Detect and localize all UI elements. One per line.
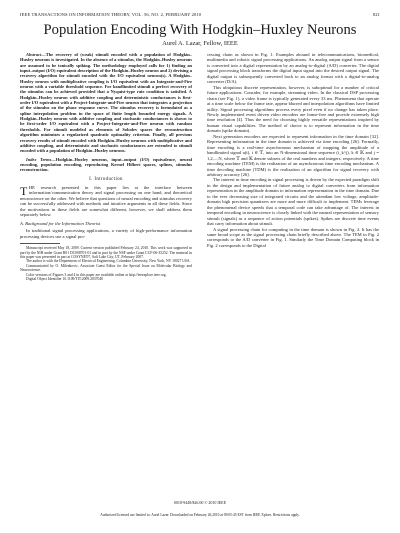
index-terms <box>20 157 192 173</box>
abstract <box>20 52 192 154</box>
section-heading-introduction: I. Introduction <box>89 176 123 182</box>
footnote-divider <box>20 243 60 244</box>
body-paragraph-1: cessing chain as shown in Fig. 1. Examples abound in telecommunications, biomedical, multimedia and robotic signal processing applications. An analog output signal from a sensor is converted into a digital representation by an analog-to-digital (A/D) converter. The digital signal processing block transforms the digital input signal into the desired output signal. The digital output is subsequently converted back to an analog format with a digital-to-analog converter (D/A). <box>207 52 379 85</box>
footnote-manuscript: Manuscript received May 18, 2009. Current version published February 24, 2010. This work was supported in part by the NIH under Grant R01 DC008701-01 and in part by the NSF under Grant CCF-06-35252. The material in this paper was presented in part at COSYNE'07, Salt Lake City, UT, February 2007. <box>20 246 192 259</box>
issn-copyright: 0018-9448/$26.00 © 2010 IEEE <box>173 500 227 505</box>
body-paragraph-3: Next generation encoders are expected to represent information in the time domain [32]. Representing information in the time domain is achieved via time encoding [26]. Formally, time encoding is a real-time asynchronous mechanism of mapping the amplitude of a bandlimited signal u(t), t ∈ 𝕋, into an N-dimensional time sequence (t_k^j), k ∈ 𝕂 and j = 1,2,...,N, where 𝕋 and 𝕂 denote subsets of the real numbers and integers, respectively. A time encoding machine (TEM) is the realization of an asynchronous time encoding mechanism. A time decoding machine (TDM) is the realization of an algorithm for signal recovery with arbitrary accuracy [26]. <box>207 133 379 177</box>
page-number: 821 <box>372 12 380 17</box>
right-column <box>207 52 379 248</box>
intro-paragraph <box>20 185 192 218</box>
footnote-doi: Digital Object Identifier 10.1109/TIT.2009.2037040 <box>26 277 104 282</box>
left-column <box>20 52 192 282</box>
footnote-affiliation: The author is with the Department of Electrical Engineering, Columbia University, New York, NY 10027 USA. <box>26 259 191 264</box>
body-paragraph-2: This ubiquitous discrete representation, however, is suboptimal for a number of critical future applications. Consider, for example, streaming video. In the classical DSP processing chain (see Fig. 1), a video frame is typically generated every 33 ms. Phenomena that operate at a time scale below the frame rate, appear blurred and interpolation algorithms have limited utility. Signal processing algorithms process every pixel even if no change has taken place. Newly implemented event driven video encoders are frame-free and provide extremely high time resolution [4]. Thus the need for choosing highly versatile representations inspired by human visual capabilities. The method of choice is to represent information in the time domain (spike domain). <box>207 84 379 134</box>
download-notice: Authorized licensed use limited to: Aurel Lazar. Downloaded on February 26,2010 at 09:05:45 EST from IEEE Xplore. Restrictions apply. <box>100 513 300 517</box>
body-paragraph-5: A signal processing chain for computing in the time domain is shown in Fig. 2. It has the same broad scope as the signal processing chain briefly described above. The TEM in Fig. 2 corresponds to the A/D converter in Fig. 1. Similarly the Time Domain Computing block in Fig. 2 corresponds to the Digital <box>207 226 379 248</box>
footnotes <box>20 246 192 282</box>
background-paragraph: In traditional signal processing applications, a variety of high-performance information processing devices use a signal pro- <box>20 228 192 239</box>
index-terms-text: Hodgkin–Huxley neurons, input–output (I/O) equivalence, neural encoding, population encoding, reproducing Kernel Hilbert spaces, splines, stimulus reconstruction. <box>20 156 192 173</box>
journal-name: IEEE TRANSACTIONS ON INFORMATION THEORY, VOL. 56, NO. 2, FEBRUARY 2010 <box>20 12 202 17</box>
body-paragraph-4: The interest in time encoding in signal processing is driven by the expected paradigm shift in the design and implementation of future analog to digital converters from information representation in the amplitude domain to information representation in the time domain. Due to the ever decreasing size of integrated circuits and the attendant low voltage, amplitude-domain high precision quantizers are more and more difficult to implement. TEMs leverage the phenomenal device speeds that a temporal code can take advantage of. The interest in temporal encoding in neuroscience is closely linked with the natural representation of sensory stimuli (signals) as a sequence of action potentials (spikes). Spikes are discrete time events that carry information about stimuli. <box>207 177 379 227</box>
index-terms-label: Index Terms— <box>26 156 56 162</box>
author-line: Aurel A. Lazar, Fellow, IEEE <box>162 40 238 47</box>
paper-title: Population Encoding With Hodgkin–Huxley Neurons <box>43 22 357 38</box>
abstract-label: Abstract— <box>26 52 46 57</box>
drop-cap: T <box>20 183 28 198</box>
running-head <box>20 12 380 20</box>
footnote-color-versions: Color versions of Figures 3 and 4 in this paper are available online at http://ieeexplore.ieee.org. <box>26 272 167 277</box>
footnote-communicated: Communicated by O. Milenkovic, Associate Guest Editor for the Special Issue on Molecular Biology and Neuroscience. <box>20 263 192 273</box>
intro-text: HE research presented in this paper lies at the interface between information/communication theory and signal processing on one hand, and theoretical neuroscience on the other. We believe that questions of neural encoding and stimulus recovery can be successfully addressed with methods and intuitive arguments in all these fields. Since the motivations in these fields are somewhat different, however, we shall address them separately below. <box>20 185 192 218</box>
subsection-heading-background: A. Background for the Information Theorist <box>20 220 101 226</box>
abstract-text: The recovery of (weak) stimuli encoded with a population of Hodgkin–Huxley neurons is investigated. In the absence of a stimulus, the Hodgkin–Huxley neurons are assumed to be tonically spiking. The methodology employed calls for 1) finding an input–output (I/O) equivalent description of the Hodgkin–Huxley neuron and 2) devising a recovery algorithm for stimuli encoded with the I/O equivalent neuron(s). A Hodgkin–Huxley neuron with multiplicative coupling is I/O equivalent with an Integrate-and-Fire neuron with a variable threshold sequence. For bandlimited stimuli a perfect recovery of the stimulus can be achieved provided that a Nyquist-type rate condition is satisfied. A Hodgkin–Huxley neuron with additive coupling and deterministic conductances is first-order I/O equivalent with a Project-Integrate-and-Fire neuron that integrates a projection of the stimulus on the phase response curve. The stimulus recovery is formulated as a spline interpolation problem in the space of finite length bounded energy signals. A Hodgkin–Huxley neuron with additive coupling and stochastic conductances is shown to be first-order I/O equivalent with a Project-Integrate-and-Fire neuron with random thresholds. For stimuli modeled as elements of Sobolev spaces the reconstruction algorithm minimizes a regularized quadratic optimality criterion. Finally, all previous recovery results of stimuli encoded with Hodgkin–Huxley neurons with multiplicative and additive coupling, and deterministic and stochastic conductances are extended to stimuli encoded with a population of Hodgkin–Huxley neurons. <box>20 52 192 154</box>
